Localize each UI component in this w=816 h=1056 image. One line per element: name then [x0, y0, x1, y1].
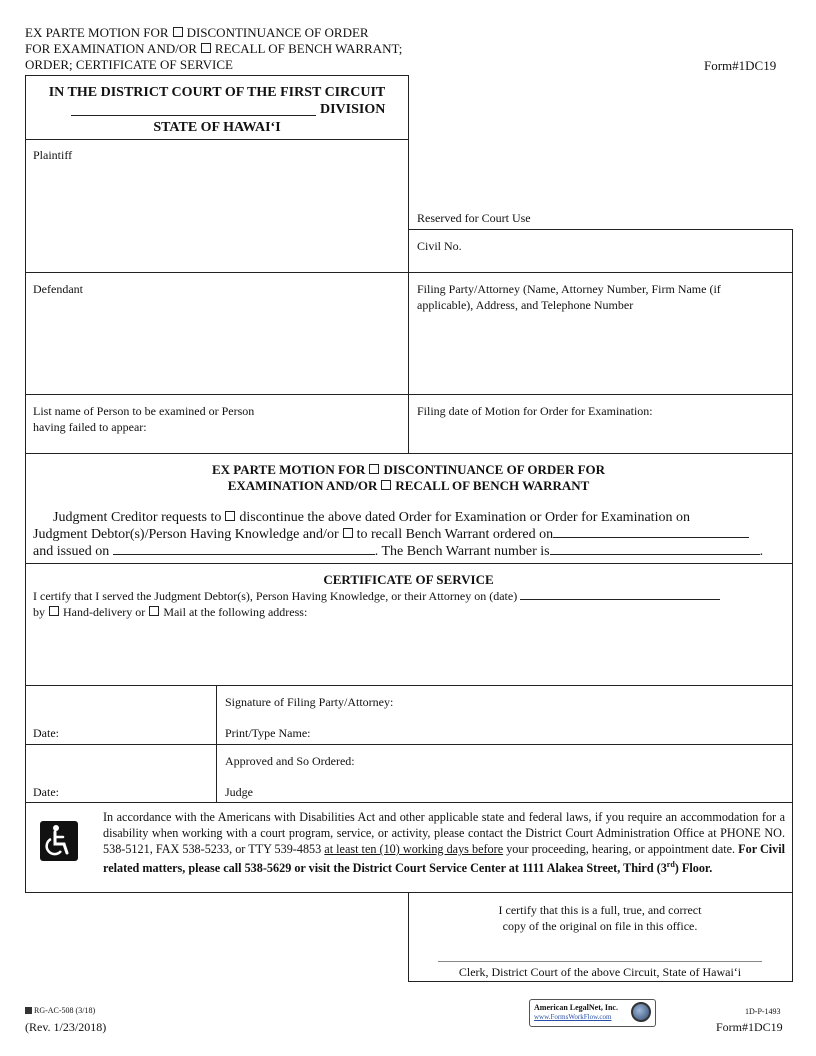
rg-icon — [25, 1007, 32, 1014]
discontinue-checkbox[interactable] — [225, 511, 235, 521]
motion-body-line-3: and issued on . The Bench Warrant number is . — [33, 544, 764, 559]
legalnet-logo[interactable]: American LegalNet, Inc. www.FormsWorkFlow.com — [529, 999, 656, 1027]
civil-no-label: Civil No. — [417, 239, 462, 253]
recall-heading-checkbox[interactable] — [381, 480, 391, 490]
reserved-label: Reserved for Court Use — [417, 211, 531, 225]
motion-body-line-2: Judgment Debtor(s)/Person Having Knowledge and/or to recall Bench Warrant ordered on — [33, 526, 783, 543]
signature-label: Signature of Filing Party/Attorney: — [225, 695, 394, 709]
filing-party-label: Filing Party/Attorney (Name, Attorney Number, Firm Name (if applicable), Address, and Telephone Number — [417, 282, 721, 312]
certificate-line-1: I certify that I served the Judgment Debtor(s), Person Having Knowledge, or their Attorney on (date) — [33, 588, 720, 604]
form-number-top: Form#1DC19 — [704, 58, 777, 73]
print-name-label: Print/Type Name: — [225, 726, 311, 740]
title-line-1b: DISCONTINUANCE OF ORDER — [186, 25, 369, 40]
title-line-2b: RECALL OF BENCH WARRANT; — [214, 41, 403, 56]
hand-delivery-checkbox[interactable] — [49, 606, 59, 616]
form-title — [25, 25, 402, 73]
discontinuance-heading-checkbox[interactable] — [369, 464, 379, 474]
date-label-2: Date: — [33, 785, 59, 799]
ordered-on-blank[interactable] — [553, 526, 749, 538]
revision: (Rev. 1/23/2018) — [25, 1020, 107, 1034]
clerk-certify-2: copy of the original on file in this office. — [502, 919, 698, 933]
mail-checkbox[interactable] — [149, 606, 159, 616]
motion-heading-2: EXAMINATION AND/OR RECALL OF BENCH WARRANT — [227, 478, 590, 493]
motion-body-line-1: Judgment Creditor requests to discontinue the above dated Order for Examination or Order for Examination on — [53, 510, 690, 525]
plaintiff-label: Plaintiff — [33, 148, 73, 162]
title-line-1a: EX PARTE MOTION FOR — [25, 25, 169, 40]
form-number-bottom: Form#1DC19 — [716, 1020, 783, 1034]
division-blank[interactable] — [71, 101, 316, 116]
state-label: STATE OF HAWAI‘I — [153, 120, 281, 135]
footer-code: 1D-P-1493 — [745, 1007, 781, 1016]
clerk-signature-label: Clerk, District Court of the above Circuit, State of Hawai‘i — [458, 965, 742, 979]
judge-label: Judge — [225, 785, 253, 799]
filing-date-label: Filing date of Motion for Order for Examination: — [417, 404, 653, 418]
recall-warrant-checkbox[interactable] — [343, 528, 353, 538]
motion-heading-1: EX PARTE MOTION FOR DISCONTINUANCE OF ORDER FOR — [211, 462, 606, 477]
court-name: IN THE DISTRICT COURT OF THE FIRST CIRCUIT — [48, 85, 386, 100]
warrant-number-blank[interactable] — [550, 543, 760, 555]
certificate-heading: CERTIFICATE OF SERVICE — [323, 572, 494, 587]
title-line-2a: FOR EXAMINATION AND/OR — [25, 41, 197, 56]
court-caption — [25, 75, 409, 140]
wheelchair-icon — [40, 821, 78, 861]
approved-label: Approved and So Ordered: — [225, 754, 355, 768]
clerk-certify-1: I certify that this is a full, true, and correct — [498, 903, 702, 917]
person-examined-label: List name of Person to be examined or Person having failed to appear: — [33, 404, 255, 434]
discontinuance-checkbox-title[interactable] — [173, 27, 183, 37]
title-line-3: ORDER; CERTIFICATE OF SERVICE — [25, 57, 233, 72]
ada-notice: In accordance with the Americans with Disabilities Act and other applicable state and federal laws, if you require an accommodation for a disability when working with a court program, service, or activity, please contact the District Court Administration Office at PHONE NO. 538-5121, FAX 538-5233, or TTY 539-4853 at least ten (10) working days before your proceeding, hearing, or appointment date. For Civil related matters, please call 538-5629 or visit the District Court Service Center at 1111 Alakea Street, Third (3rd) Floor. — [103, 810, 786, 876]
service-date-blank[interactable] — [520, 588, 720, 600]
recall-checkbox-title[interactable] — [201, 43, 211, 53]
date-label-1: Date: — [33, 726, 59, 740]
globe-icon — [631, 1002, 651, 1022]
defendant-label: Defendant — [33, 282, 83, 296]
clerk-signature-line[interactable] — [438, 961, 762, 962]
rg-code: RG-AC-508 (3/18) — [25, 1006, 95, 1016]
issued-on-blank[interactable] — [113, 543, 375, 555]
division-label: DIVISION — [320, 102, 386, 117]
certificate-line-2: by Hand-delivery or Mail at the following address: — [33, 605, 308, 619]
